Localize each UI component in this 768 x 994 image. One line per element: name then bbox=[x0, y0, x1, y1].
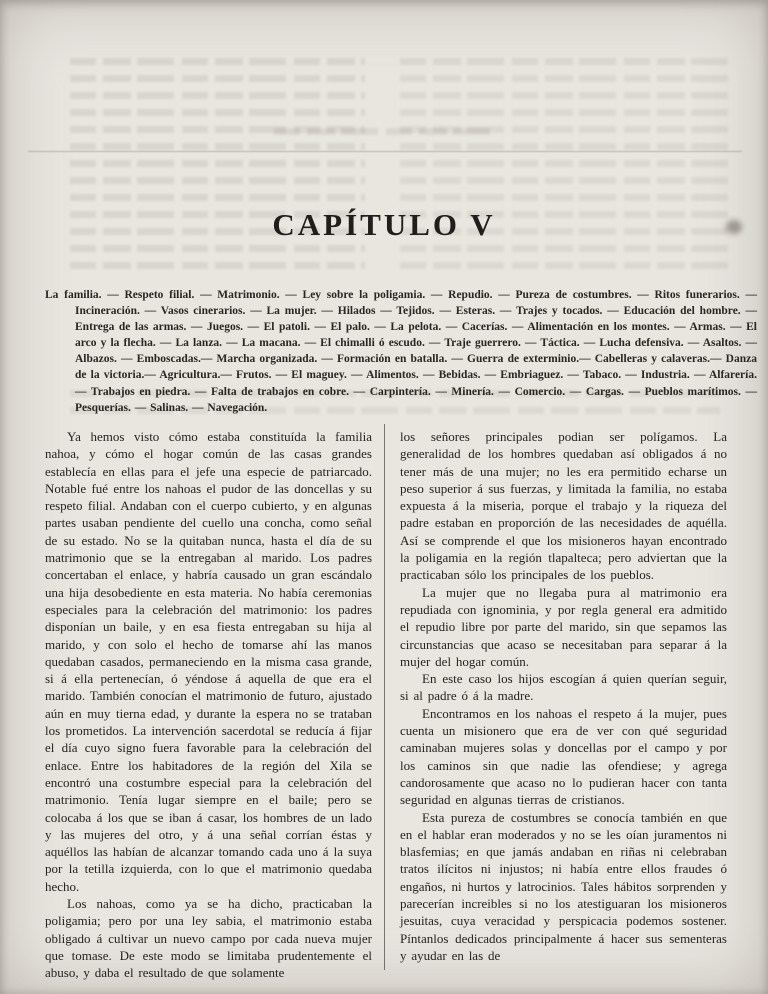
right-column bbox=[400, 428, 727, 964]
body-paragraph: En este caso los hijos escogían á quien querían seguir, si al padre ó á la madre. bbox=[400, 671, 727, 704]
column-divider bbox=[384, 424, 385, 970]
body-paragraph: Esta pureza de costumbres se conocía también en que en el hablar eran moderados y no se les oían juramentos ni blasfemias; en que jamás andaban en riñas ni celebraban tratos ilícitos ni injustos; ni había entre ellos fraudes ó engaños, ni hurtos y latrocinios. Tales hábitos sorprenden y parecerían increibles si no los atestiguaran los misioneros jesuitas, cuya veracidad y perspicacia podemos sostener. Píntanlos dedicados principalmente á hacer sus sementeras y ayudar en las de bbox=[400, 809, 727, 963]
body-paragraph: La mujer que no llegaba pura al matrimonio era repudiada con ignominia, y por regla general era admitido el repudio libre por parte del marido, sin que sepamos las circunstancias que acaso se necesitaban para separar á la mujer del hogar común. bbox=[400, 584, 727, 669]
left-column bbox=[45, 428, 372, 982]
bleed-through-running-head bbox=[274, 128, 494, 138]
chapter-title: CAPÍTULO V bbox=[272, 207, 496, 242]
body-paragraph: los señores principales podian ser polígamos. La generalidad de los hombres quedaban así obligados á no tener más de una mujer; no les era permitido echarse un peso superior á sus fuerzas, y limitada la familia, no estaba expuesta á la miseria, porque el trabajo y la riqueza del padre estaban en proporción de las necesidades de aquélla. Así se comprende el que los misioneros hayan encontrado la poligamia en la región tlapalteca; pero adviertan que la practicaban sólo los principales de los pueblos. bbox=[400, 429, 727, 583]
body-paragraph: Encontramos en los nahoas el respeto á la mujer, pues cuenta un misionero que era de ver con qué seguridad caminaban mujeres solas y doncellas por el campo y por los caminos sin que nadie las ofendiese; y agrega candorosamente que acaso no lo pudieran hacer con tanta seguridad en algunas tierras de cristianos. bbox=[400, 705, 727, 808]
body-paragraph: Ya hemos visto cómo estaba constituída la familia nahoa, y cómo el hogar común de las casas grandes establecía en ellas para el jefe una especie de patriarcado. Notable fué entre los nahoas el pudor de las doncellas y su respeto filial. Andaban con el cuerpo cubierto, y en algunas partes usaban pendiente del cuello una concha, como señal de su estado. No se la quitaban nunca, hasta el día de su matrimonio que se la entregaban al marido. Los padres concertaban el enlace, y habría causado un gran escándalo una hija desobediente en esta materia. No había ceremonias especiales para la celebración del matrimonio: los padres disponían un baile, y en esa fiesta entregaban su hija al marido, y con solo el hecho de tomarse ahí las manos quedaban casados, permaneciendo en la misma casa grande, si á ella pertenecían, ó yéndose á aquella de que era el marido. También conocían el matrimonio de futuro, ajustado aún en muy tierna edad, y durante la espera no se trataban los prometidos. La intervención sacerdotal se reducía á fijar el día cuyo signo fuera favorable para la celebración del enlace. Entre los habitadores de la región del Xila se encontró una costumbre especial para la celebración del matrimonio. Tenía lugar siempre en el baile; pero se colocaba á los que se iban á casar, los hombres de un lado y las mujeres del otro, y á una señal corrían éstas y aquéllos las habían de alcanzar tomando cada uno á la suya por la tetilla izquierda, con lo que el matrimonio quedaba hecho. bbox=[45, 429, 372, 894]
chapter-summary: La familia. — Respeto filial. — Matrimonio. — Ley sobre la poligamia. — Repudio. — Pureza de costumbres. — Ritos funerarios. — Incineración. — Vasos cinerarios. — La mujer. — Hilados — Tejidos. — Esteras. — Trajes y tocados. — Educación del hombre. — Entrega de las armas. — Juegos. — El patoli. — El palo. — La pelota. — Cacerías. — Alimentación en los montes. — Armas. — El arco y la flecha. — La lanza. — La macana. — El chimalli ó escudo. — Traje guerrero. — Táctica. — Lucha defensiva. — Asaltos. — Albazos. — Emboscadas.— Marcha organizada. — Formación en batalla. — Guerra de exterminio.— Cabelleras y calaveras.— Danza de la victoria.— Agricultura.— Frutos. — El maguey. — Alimentos. — Bebidas. — Embriaguez. — Tabaco. — Industria. — Alfarería. — Trabajos en piedra. — Falta de trabajos en cobre. — Carpintería. — Minería. — Comercio. — Cargas. — Pueblos marítimos. — Pesquerías. — Salinas. — Navegación. bbox=[45, 289, 757, 414]
header-rule-bleed bbox=[28, 151, 742, 152]
body-paragraph: Los nahoas, como ya se ha dicho, practicaban la poligamia; pero por una ley sabia, el matrimonio estaba obligado á cultivar un nuevo campo por cada nueva mujer que tomase. De este modo se limitaba prudentemente el abuso, y daba el resultado de que solamente bbox=[45, 896, 372, 981]
text-columns bbox=[45, 424, 727, 994]
